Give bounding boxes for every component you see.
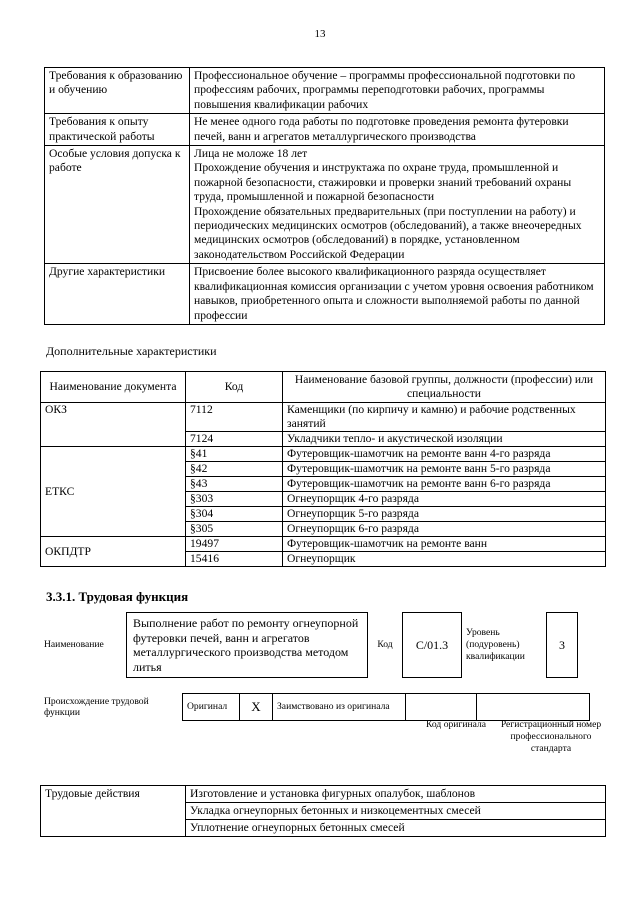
- code-cell: §303: [186, 492, 283, 507]
- requirement-paragraph: Профессиональное обучение – программы профессиональной подготовки по профессиям рабочих, программы переподготовки рабочих, программы повышения квалификации рабочих: [194, 69, 576, 111]
- requirements-table: [44, 67, 605, 325]
- name-label: Наименование: [44, 639, 104, 650]
- reg-number-box: [477, 694, 590, 721]
- function-origin-table: [44, 693, 590, 721]
- additional-characteristics-title: Дополнительные характеристики: [46, 344, 217, 358]
- code-cell: §305: [186, 522, 283, 537]
- table-header-row: [41, 372, 606, 403]
- labor-function-title: 3.3.1. Трудовая функция: [46, 589, 189, 604]
- header-code: Код: [186, 372, 283, 403]
- original-code-box: [406, 694, 477, 721]
- labor-actions-table: [40, 785, 606, 837]
- doc-okz: ОКЗ: [41, 403, 186, 447]
- labor-function-header-table: [44, 612, 578, 678]
- code-cell: §43: [186, 477, 283, 492]
- requirement-paragraph: Прохождение обязательных предварительных (при поступлении на работу) и периодических медицинских осмотров (обследований), а также внеочередных медицинских осмотров (обследований) в порядке, установленном законодательством Российской Федерации: [194, 204, 582, 261]
- header-doc: Наименование документа: [41, 372, 186, 403]
- name-cell: Огнеупорщик 4-го разряда: [283, 492, 606, 507]
- name-cell: Укладчики тепло- и акустической изоляции: [283, 432, 606, 447]
- registration-number-caption: Регистрационный номер профессионального стандарта: [500, 719, 602, 754]
- requirement-row-experience: [45, 114, 605, 146]
- requirement-paragraph: Не менее одного года работы по подготовке проведения ремонта футеровки печей, ванн и агрегатов металлургического производства: [194, 115, 569, 143]
- doc-okpdtr: ОКПДТР: [41, 537, 186, 567]
- code-cell: 19497: [186, 537, 283, 552]
- original-label: Оригинал: [183, 694, 240, 721]
- code-label: Код: [377, 639, 393, 650]
- table-row: [41, 403, 606, 432]
- name-cell: Футеровщик-шамотчик на ремонте ванн 4-го разряда: [283, 447, 606, 462]
- requirement-paragraph: Лица не моложе 18 лет: [194, 147, 308, 161]
- table-row: [41, 447, 606, 462]
- level-label: Уровень (подуровень) квалификации: [466, 627, 525, 662]
- name-cell: Огнеупорщик: [283, 552, 606, 567]
- labor-action-item: Уплотнение огнеупорных бетонных смесей: [186, 820, 606, 837]
- labor-action-item: Укладка огнеупорных бетонных и низкоцементных смесей: [186, 803, 606, 820]
- code-cell: 7124: [186, 432, 283, 447]
- requirement-paragraph: Прохождение обучения и инструктажа по охране труда, промышленной и пожарной безопасности, стажировки и проверки знаний требований охраны труда, промышленной и пожарной безопасности: [194, 161, 572, 204]
- name-cell: Огнеупорщик 6-го разряда: [283, 522, 606, 537]
- labor-actions-label: Трудовые действия: [41, 786, 186, 837]
- additional-characteristics-table: [40, 371, 606, 567]
- requirement-row-other: [45, 264, 605, 325]
- name-cell: Огнеупорщик 5-го разряда: [283, 507, 606, 522]
- code-cell: §304: [186, 507, 283, 522]
- name-cell: Футеровщик-шамотчик на ремонте ванн: [283, 537, 606, 552]
- requirement-row-education: [45, 68, 605, 114]
- name-cell: Каменщики (по кирпичу и камню) и рабочие родственных занятий: [283, 403, 606, 432]
- doc-etks: ЕТКС: [41, 447, 186, 537]
- code-cell: 7112: [186, 403, 283, 432]
- header-name: Наименование базовой группы, должности (профессии) или специальности: [283, 372, 606, 403]
- requirement-value: [190, 264, 605, 325]
- requirement-label: Требования к образованию и обучению: [45, 68, 190, 114]
- function-code: C/01.3: [403, 613, 462, 678]
- table-row: [41, 786, 606, 803]
- name-cell: Футеровщик-шамотчик на ремонте ванн 5-го разряда: [283, 462, 606, 477]
- page-number: 13: [314, 28, 326, 40]
- borrowed-label: Заимствовано из оригинала: [273, 694, 406, 721]
- code-cell: 15416: [186, 552, 283, 567]
- requirement-label: Требования к опыту практической работы: [45, 114, 190, 146]
- origin-label: Происхождение трудовой функции: [44, 695, 149, 718]
- requirement-paragraph: Присвоение более высокого квалификационного разряда осуществляет квалификационная комиссия организации с учетом уровня освоения работником навыков, приобретенного опыта и сложности выполняемой работы по данной профессии: [194, 265, 594, 322]
- qualification-level: 3: [547, 613, 578, 678]
- code-cell: §41: [186, 447, 283, 462]
- table-row: [41, 537, 606, 552]
- requirement-value: [190, 68, 605, 114]
- labor-action-item: Изготовление и установка фигурных опалубок, шаблонов: [186, 786, 606, 803]
- original-mark: X: [240, 694, 273, 721]
- requirement-label: Другие характеристики: [45, 264, 190, 325]
- requirement-value: [190, 114, 605, 146]
- code-cell: §42: [186, 462, 283, 477]
- function-name: Выполнение работ по ремонту огнеупорной футеровки печей, ванн и агрегатов металлургического производства методом литья: [127, 613, 368, 678]
- original-code-caption: Код оригинала: [425, 719, 487, 730]
- requirement-value: [190, 146, 605, 264]
- requirement-row-special-conditions: [45, 146, 605, 264]
- requirement-label: Особые условия допуска к работе: [45, 146, 190, 264]
- name-cell: Футеровщик-шамотчик на ремонте ванн 6-го разряда: [283, 477, 606, 492]
